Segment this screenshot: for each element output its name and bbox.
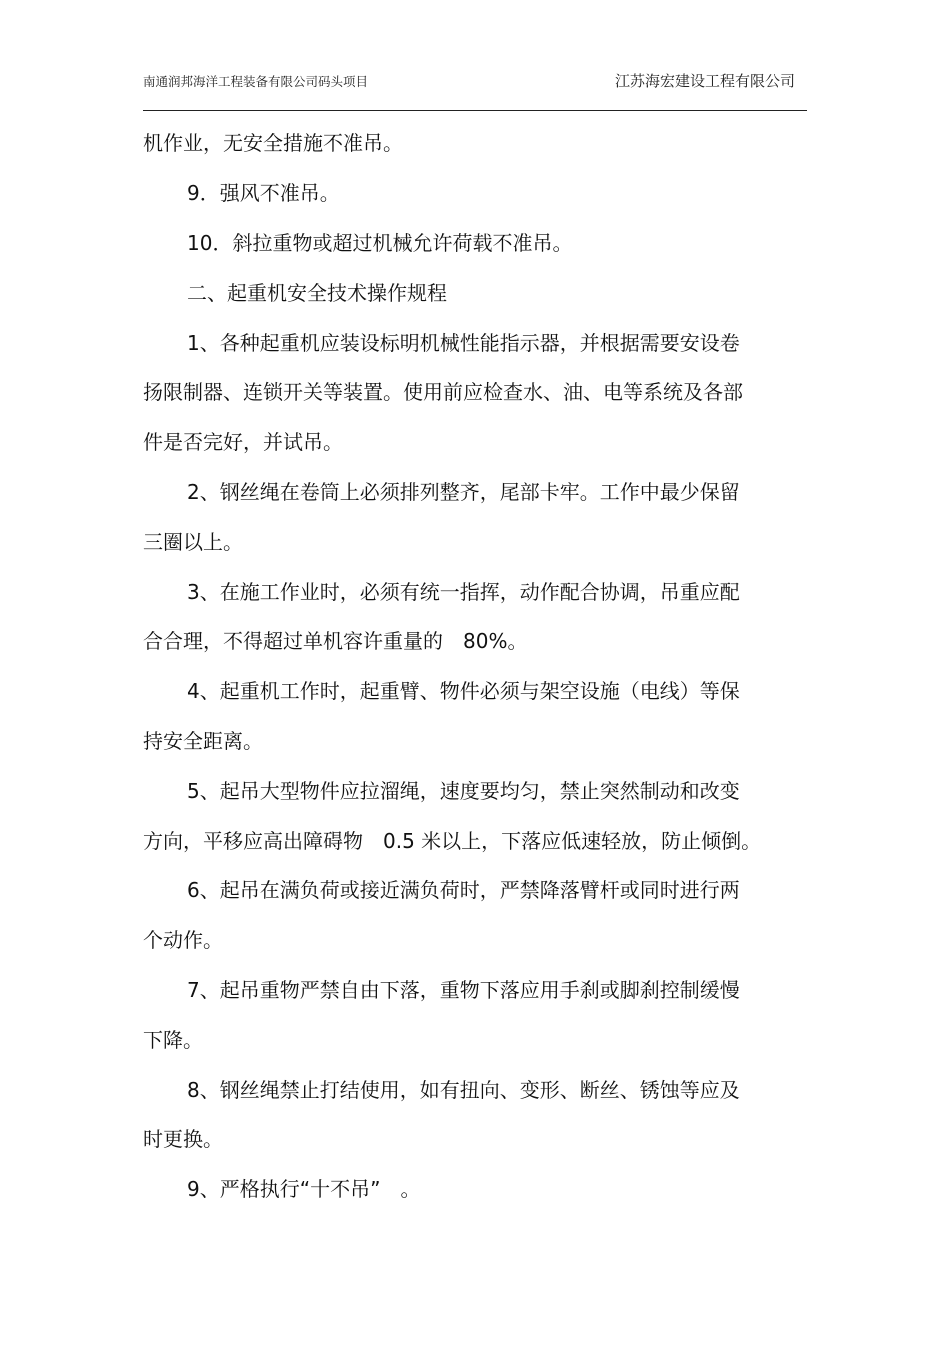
text-line: 件是否完好，并试吊。 <box>143 430 343 454</box>
text-line: 下降。 <box>143 1028 203 1052</box>
text-line: 个动作。 <box>143 928 223 952</box>
text-line: 3、在施工作业时，必须有统一指挥，动作配合协调，吊重应配 <box>187 580 740 604</box>
text-line: 三圈以上。 <box>143 530 243 554</box>
text-line: 扬限制器、连锁开关等装置。使用前应检查水、油、电等系统及各部 <box>143 380 743 404</box>
text-line: 7、起吊重物严禁自由下落，重物下落应用手刹或脚刹控制缓慢 <box>187 978 740 1002</box>
header-company-name: 江苏海宏建设工程有限公司 <box>614 72 795 90</box>
text-line: 10．斜拉重物或超过机械允许荷载不准吊。 <box>187 231 573 255</box>
text-line: 合合理，不得超过单机容许重量的 80%。 <box>143 629 528 653</box>
text-line: 时更换。 <box>143 1127 223 1151</box>
text-line: 8、钢丝绳禁止打结使用，如有扭向、变形、断丝、锈蚀等应及 <box>187 1078 740 1102</box>
text-line: 1、各种起重机应装设标明机械性能指示器，并根据需要安设卷 <box>187 331 740 355</box>
text-line: 6、起吊在满负荷或接近满负荷时，严禁降落臂杆或同时进行两 <box>187 878 740 902</box>
text-line: 9、严格执行“十不吊” 。 <box>187 1177 421 1201</box>
text-line: 持安全距离。 <box>143 729 263 753</box>
text-line: 9．强风不准吊。 <box>187 181 340 205</box>
text-line: 机作业，无安全措施不准吊。 <box>143 131 403 155</box>
text-line: 5、起吊大型物件应拉溜绳，速度要均匀，禁止突然制动和改变 <box>187 779 740 803</box>
text-line: 4、起重机工作时，起重臂、物件必须与架空设施（电线）等保 <box>187 679 740 703</box>
section-heading: 二、起重机安全技术操作规程 <box>187 281 447 305</box>
text-line: 方向，平移应高出障碍物 0.5 米以上，下落应低速轻放，防止倾倒。 <box>143 829 762 853</box>
page-header <box>143 68 807 111</box>
text-line: 2、钢丝绳在卷筒上必须排列整齐，尾部卡牢。工作中最少保留 <box>187 480 740 504</box>
header-project-name: 南通润邦海洋工程装备有限公司码头项目 <box>143 74 369 89</box>
